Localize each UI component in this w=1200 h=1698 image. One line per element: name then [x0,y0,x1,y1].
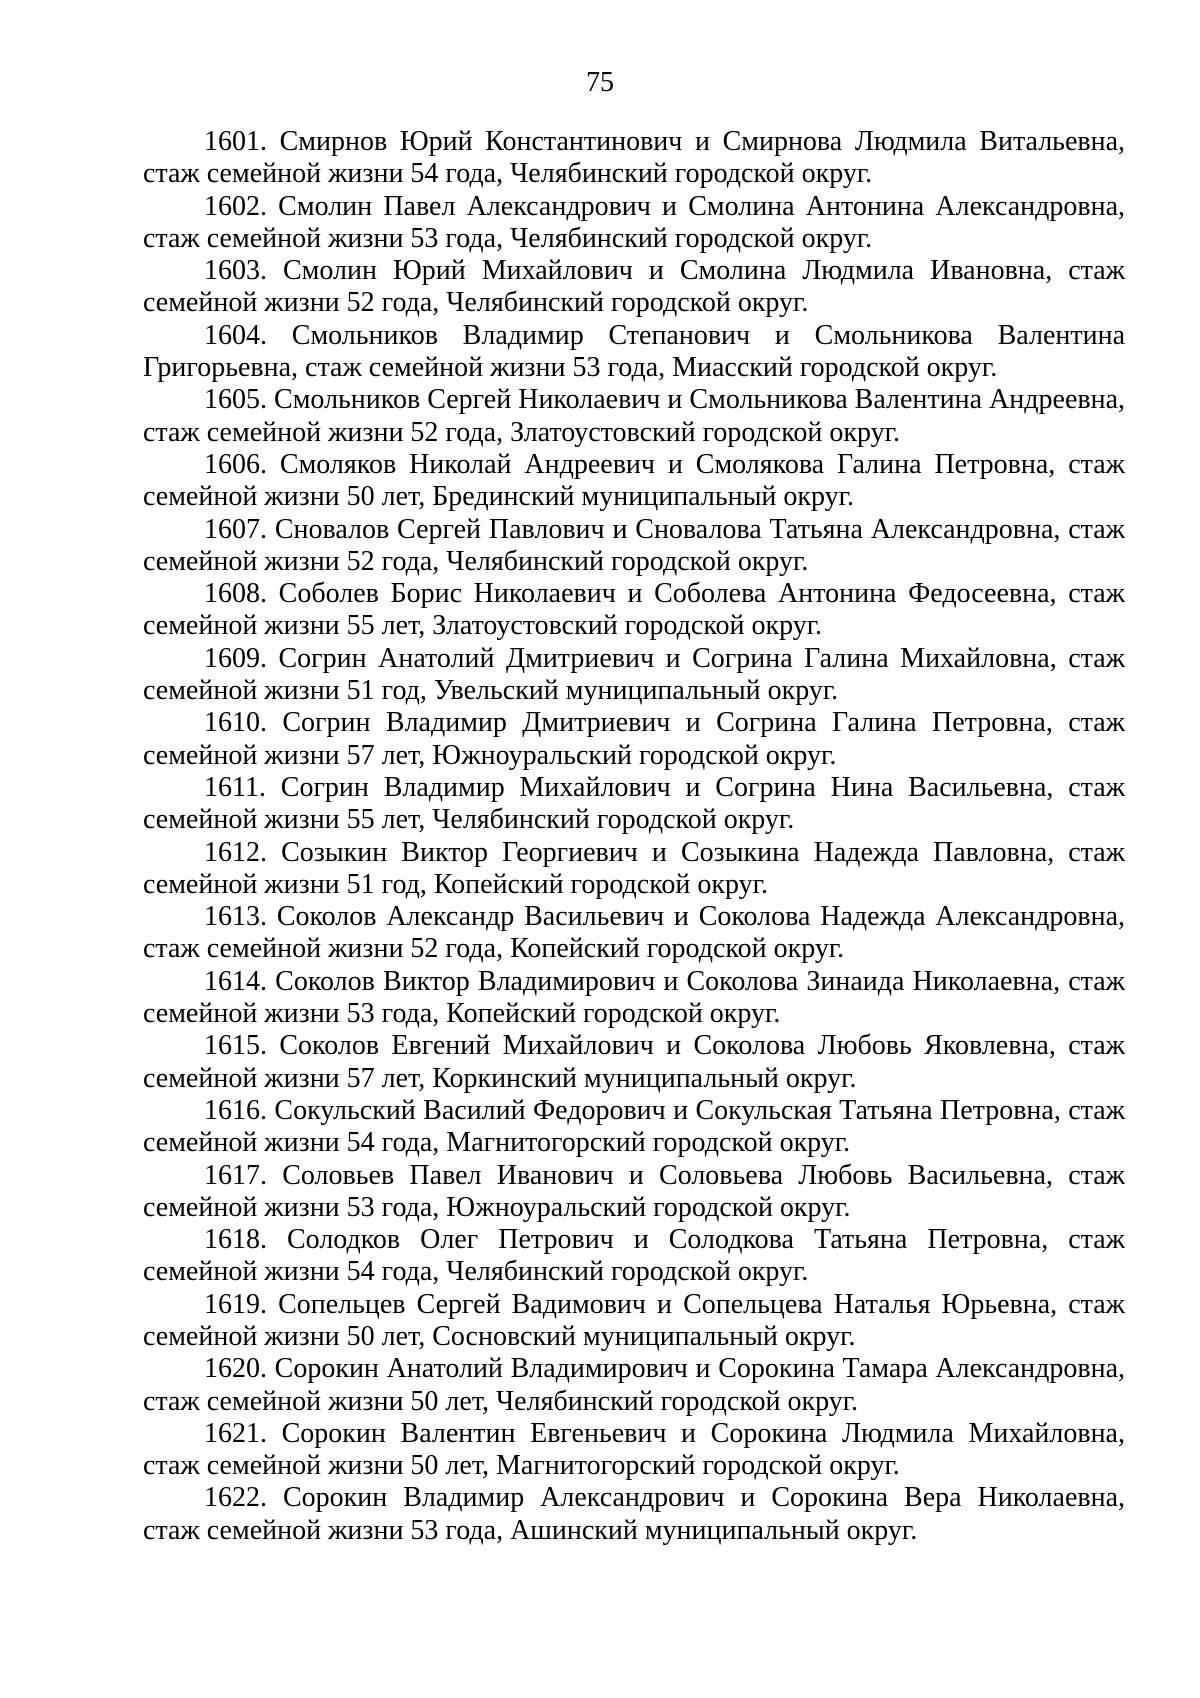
list-item: 1603. Смолин Юрий Михайлович и Смолина Людмила Ивановна, стаж семейной жизни 52 года, Челябинский городской округ. [143,255,1125,319]
entry-list [143,126,1125,1547]
list-item: 1620. Сорокин Анатолий Владимирович и Сорокина Тамара Александровна, стаж семейной жизни 50 лет, Челябинский городской округ. [143,1353,1125,1417]
list-item: 1618. Солодков Олег Петрович и Солодкова Татьяна Петровна, стаж семейной жизни 54 года, Челябинский городской округ. [143,1224,1125,1288]
list-item: 1604. Смольников Владимир Степанович и Смольникова Валентина Григорьевна, стаж семейной жизни 53 года, Миасский городской округ. [143,319,1125,384]
list-item: 1602. Смолин Павел Александрович и Смолина Антонина Александровна, стаж семейной жизни 53 года, Челябинский городской округ. [143,190,1125,254]
list-item: 1613. Соколов Александр Васильевич и Соколова Надежда Александровна, стаж семейной жизни 52 года, Копейский городской округ. [143,901,1125,965]
list-item: 1612. Созыкин Виктор Георгиевич и Созыкина Надежда Павловна, стаж семейной жизни 51 год, Копейский городской округ. [143,836,1125,900]
list-item: 1615. Соколов Евгений Михайлович и Соколова Любовь Яковлевна, стаж семейной жизни 57 лет, Коркинский муниципальный округ. [143,1030,1125,1094]
list-item: 1619. Сопельцев Сергей Вадимович и Сопельцева Наталья Юрьевна, стаж семейной жизни 50 лет, Сосновский муниципальный округ. [143,1288,1125,1352]
list-item: 1606. Смоляков Николай Андреевич и Смолякова Галина Петровна, стаж семейной жизни 50 лет, Брединский муниципальный округ. [143,448,1125,513]
list-item: 1609. Согрин Анатолий Дмитриевич и Согрина Галина Михайловна, стаж семейной жизни 51 год, Увельский муниципальный округ. [143,642,1125,707]
list-item: 1622. Сорокин Владимир Александрович и Сорокина Вера Николаевна, стаж семейной жизни 53 года, Ашинский муниципальный округ. [143,1482,1125,1546]
list-item: 1608. Соболев Борис Николаевич и Соболева Антонина Федосеевна, стаж семейной жизни 55 лет, Златоустовский городской округ. [143,578,1125,642]
list-item: 1621. Сорокин Валентин Евгеньевич и Сорокина Людмила Михайловна, стаж семейной жизни 50 лет, Магнитогорский городской округ. [143,1417,1125,1482]
list-item: 1614. Соколов Виктор Владимирович и Соколова Зинаида Николаевна, стаж семейной жизни 53 года, Копейский городской округ. [143,965,1125,1030]
list-item: 1607. Сновалов Сергей Павлович и Сновалова Татьяна Александровна, стаж семейной жизни 52 года, Челябинский городской округ. [143,513,1125,577]
list-item: 1617. Соловьев Павел Иванович и Соловьева Любовь Васильевна, стаж семейной жизни 53 года, Южноуральский городской округ. [143,1159,1125,1223]
list-item: 1611. Согрин Владимир Михайлович и Согрина Нина Васильевна, стаж семейной жизни 55 лет, Челябинский городской округ. [143,771,1125,836]
list-item: 1605. Смольников Сергей Николаевич и Смольникова Валентина Андреевна, стаж семейной жизни 52 года, Златоустовский городской округ. [143,384,1125,448]
list-item: 1601. Смирнов Юрий Константинович и Смирнова Людмила Витальевна, стаж семейной жизни 54 года, Челябинский городской округ. [143,126,1125,190]
list-item: 1616. Сокульский Василий Федорович и Сокульская Татьяна Петровна, стаж семейной жизни 54 года, Магнитогорский городской округ. [143,1094,1125,1159]
list-item: 1610. Согрин Владимир Дмитриевич и Согрина Галина Петровна, стаж семейной жизни 57 лет, Южноуральский городской округ. [143,707,1125,771]
page-number: 75 [586,67,614,98]
